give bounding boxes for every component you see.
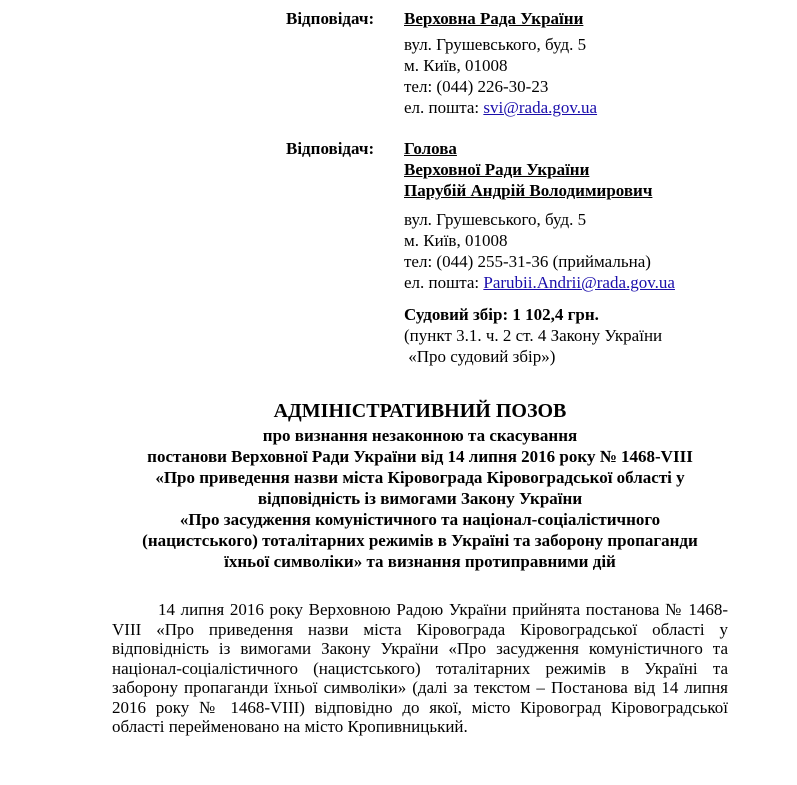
claim-body	[112, 600, 728, 737]
email-line	[404, 272, 675, 293]
email-line	[404, 97, 597, 118]
address-line: м. Київ, 01008	[404, 56, 508, 75]
claim-title-line: відповідність із вимогами Закону України	[257, 489, 583, 508]
claim-title-line: (нацистського) тоталітарних режимів в Україні та заборону пропаганди	[142, 531, 698, 550]
respondent-2-name-line: Парубій Андрій Володимирович	[404, 181, 653, 200]
court-fee	[404, 304, 662, 367]
address-line: вул. Грушевського, буд. 5	[404, 35, 587, 54]
respondent-2-name-line: Голова	[404, 139, 457, 158]
claim-title-line: їхньої символіки» та визнання протиправними дій	[224, 552, 616, 571]
claim-title-line: «Про приведення назви міста Кіровограда Кіровоградської області у	[155, 468, 685, 487]
court-fee-note-line: (пункт 3.1. ч. 2 ст. 4 Закону України	[404, 326, 663, 345]
address-line: вул. Грушевського, буд. 5	[404, 210, 587, 229]
claim-title-line: постанови Верховної Ради України від 14 липня 2016 року № 1468-VIII	[147, 447, 693, 466]
court-fee-note-line: «Про судовий збір»)	[404, 347, 556, 366]
respondent-2-address	[404, 209, 675, 293]
email-prefix: ел. пошта:	[404, 98, 484, 117]
body-paragraph: 14 липня 2016 року Верховною Радою України прийнята постанова № 1468-VIII «Про приведення назви міста Кіровограда Кіровоградської області у відповідність із вимогами Закону України «Про засудження комуністичного та націонал-соціалістичного (нацистського) тоталітарних режимів в Україні та заборону пропаганди їхньої символіки» (далі за текстом – Постанова від 14 липня 2016 року № 1468-VIII) відповідно до якої, місто Кіровоград Кіровоградської області перейменовано на місто Кропивницький.	[112, 600, 728, 736]
respondent-2-email-link[interactable]: Parubii.Andrii@rada.gov.ua	[483, 273, 675, 292]
claim-title-line: про визнання незаконною та скасування	[262, 426, 578, 445]
respondent-2-label: Відповідач:	[286, 139, 375, 158]
respondent-1-label: Відповідач:	[286, 9, 375, 28]
claim-heading: АДМІНІСТРАТИВНИЙ ПОЗОВ	[273, 400, 567, 422]
respondent-1	[404, 8, 597, 118]
address-line: м. Київ, 01008	[404, 231, 508, 250]
email-prefix: ел. пошта:	[404, 273, 484, 292]
respondent-1-address	[404, 34, 597, 118]
court-fee-title: Судовий збір: 1 102,4 грн.	[404, 305, 599, 324]
claim-title-line: «Про засудження комуністичного та націонал-соціалістичного	[179, 510, 661, 529]
respondent-2-name-line: Верховної Ради України	[404, 160, 590, 179]
respondent-1-email-link[interactable]: svi@rada.gov.ua	[483, 98, 598, 117]
address-line: тел: (044) 226-30-23	[404, 77, 549, 96]
respondent-2	[404, 138, 675, 293]
respondent-1-name: Верховна Рада України	[404, 9, 584, 28]
claim-title	[90, 399, 750, 572]
address-line: тел: (044) 255-31-36 (приймальна)	[404, 252, 651, 271]
